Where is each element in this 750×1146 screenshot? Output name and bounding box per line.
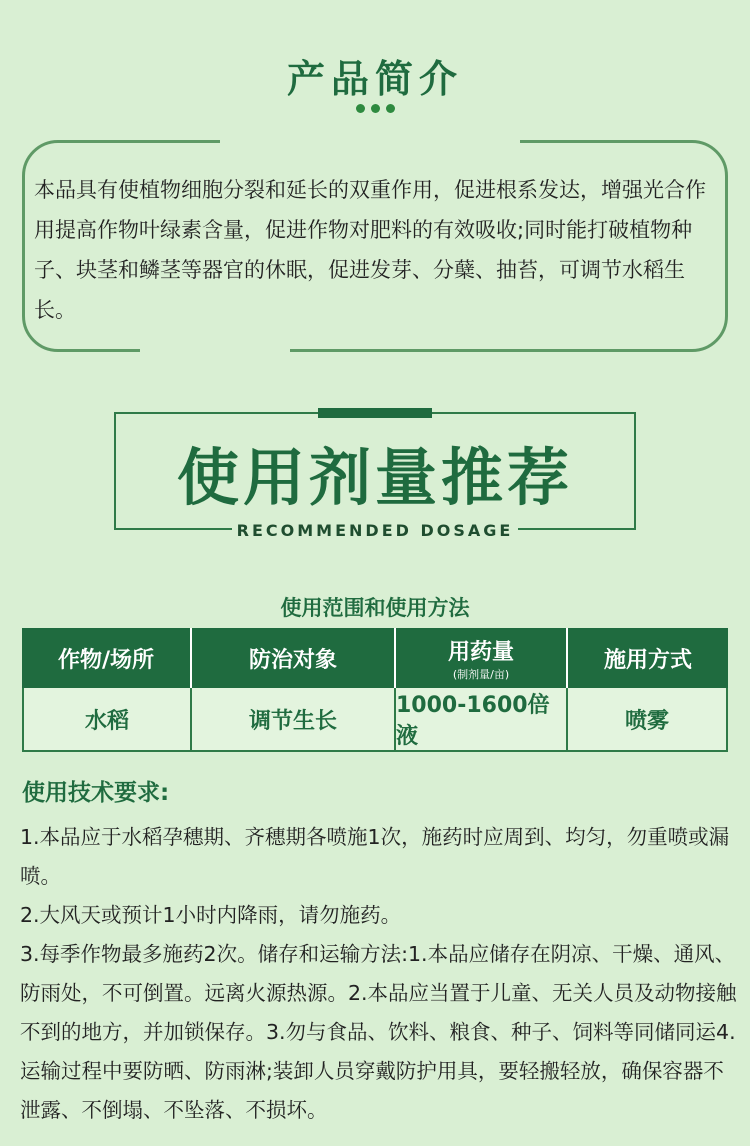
cell-target [192, 688, 396, 750]
intro-text: 本品具有使植物细胞分裂和延长的双重作用，促进根系发达，增强光合作用提高作物叶绿素含量，促进作物对肥料的有效吸收;同时能打破植物种子、块茎和鳞茎等器官的休眠，促进发芽、分蘖、抽苔，可调节水稻生长。 [34, 178, 706, 322]
requirement-paragraph-2: 2.大风天或预计1小时内降雨，请勿施药。 [20, 903, 402, 927]
usage-table [22, 628, 728, 752]
frame-gap [220, 136, 520, 146]
requirement-paragraph-3: 3.每季作物最多施药2次。储存和运输方法:1.本品应储存在阴凉、干燥、通风、防雨处，不可倒置。远离火源热源。2.本品应当置于儿童、无关人员及动物接触不到的地方，并加锁保存。3.勿与食品、饮料、粮食、种子、饲料等同储同运4.运输过程中要防晒、防雨淋;装卸人员穿戴防护用具，要轻搬轻放，确保容器不泄露、不倒塌、不坠落、不损坏。 [20, 942, 737, 1122]
value-amount: 1000-1600倍液 [396, 693, 550, 749]
requirement-paragraph-1: 1.本品应于水稻孕穗期、齐穗期各喷施1次，施药时应周到、均匀，勿重喷或漏喷。 [20, 825, 730, 888]
value-method: 喷雾 [624, 708, 669, 734]
header-cell-amount [396, 628, 568, 688]
cell-method [568, 688, 728, 750]
decorative-dots [356, 104, 395, 113]
header-crop: 作物/场所 [57, 647, 155, 673]
header-amount-sub: (制剂量/亩) [452, 667, 510, 681]
value-target: 调节生长 [248, 708, 337, 734]
frame-gap [140, 346, 290, 356]
dosage-title: 使用剂量推荐 [176, 441, 573, 514]
dot-icon [356, 104, 365, 113]
dosage-subtitle: RECOMMENDED DOSAGE [236, 521, 514, 540]
requirements-text [20, 818, 742, 1130]
header-method: 施用方式 [603, 647, 692, 673]
header-cell-target [192, 628, 396, 688]
cell-crop [22, 688, 192, 750]
value-crop: 水稻 [84, 708, 129, 734]
table-header-row [22, 628, 728, 688]
dot-icon [371, 104, 380, 113]
requirements-title: 使用技术要求: [22, 780, 170, 806]
header-cell-crop [22, 628, 192, 688]
dot-icon [386, 104, 395, 113]
header-target: 防治对象 [248, 647, 337, 673]
header-amount: 用药量 [447, 639, 514, 665]
header-cell-method [568, 628, 728, 688]
dosage-bar [318, 408, 432, 418]
cell-amount [396, 688, 568, 750]
table-title: 使用范围和使用方法 [280, 596, 470, 620]
table-row [22, 688, 728, 752]
intro-title: 产品简介 [286, 57, 463, 101]
